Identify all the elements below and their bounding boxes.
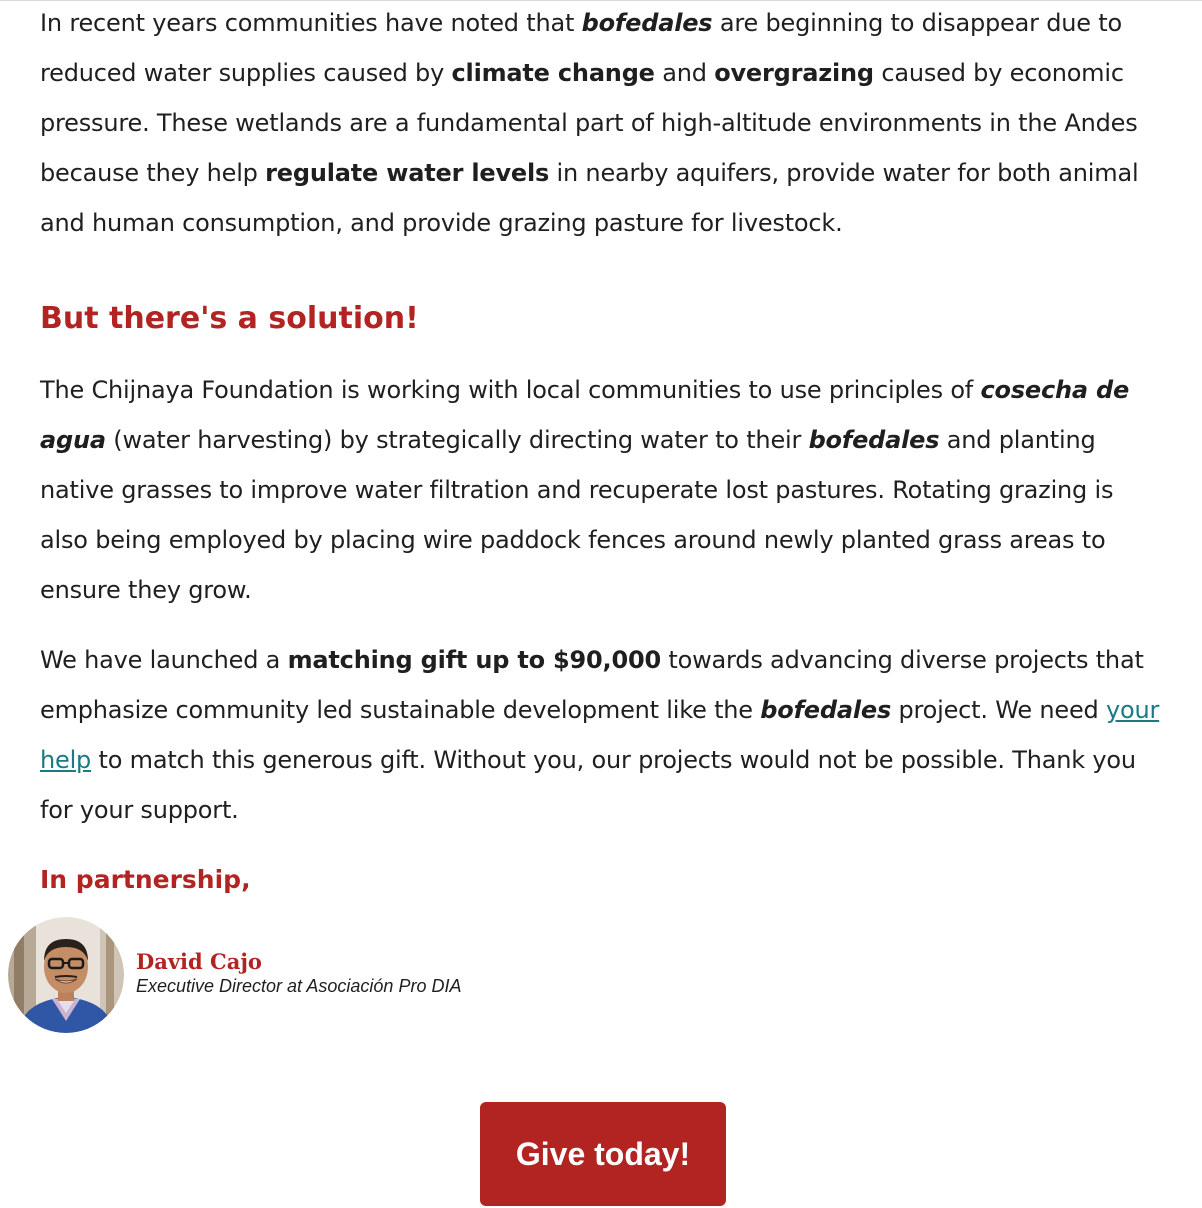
emphasis-overgrazing: overgrazing [714,59,874,87]
closing-salutation: In partnership, [40,865,251,894]
text: towards advancing diverse projects that emphasize community led sustainable development like the [40,646,1144,724]
text: and [654,59,715,87]
solution-heading: But there's a solution! [40,301,419,336]
signature-block [8,917,528,1037]
text: to match this generous gift. Without you, our projects would not be possible. Thank you for your support. [40,746,1136,824]
emphasis-regulate-water: regulate water levels [265,159,550,187]
text: are beginning to disappear due to reduced water supplies caused by [40,9,1122,87]
paragraph-solution [40,365,1168,615]
paragraph-bofedales-problem [40,0,1168,248]
text: The Chijnaya Foundation is working with local communities to use principles of [40,376,981,404]
signer-title: Executive Director at Asociación Pro DIA [136,976,462,996]
text: in nearby aquifers, provide water for both animal and human consumption, and provide grazing pasture for livestock. [40,159,1139,237]
your-help-link[interactable]: your help [40,696,1160,774]
emphasis-bofedales: bofedales [581,9,713,37]
text: We have launched a [40,646,288,674]
avatar [8,917,124,1033]
paragraph-matching-gift [40,635,1168,835]
text: project. We need [891,696,1106,724]
text: (water harvesting) by strategically directing water to their [105,426,809,454]
emphasis-bofedales: bofedales [760,696,892,724]
signer-name: David Cajo [136,949,262,974]
text: In recent years communities have noted that [40,9,582,37]
text: and planting native grasses to improve water filtration and recuperate lost pastures. Rotating grazing is also being employed by placing wire paddock fences around newly planted grass areas to ensure they grow. [40,426,1114,604]
text: caused by economic pressure. These wetlands are a fundamental part of high-altitude environments in the Andes because they help [40,59,1138,187]
emphasis-cosecha-de-agua: cosecha de agua [40,376,1130,454]
emphasis-matching-gift: matching gift up to $90,000 [287,646,661,674]
emphasis-climate-change: climate change [451,59,655,87]
emphasis-bofedales: bofedales [808,426,940,454]
give-today-button[interactable]: Give today! [480,1102,726,1206]
avatar-portrait-image [8,917,124,1033]
